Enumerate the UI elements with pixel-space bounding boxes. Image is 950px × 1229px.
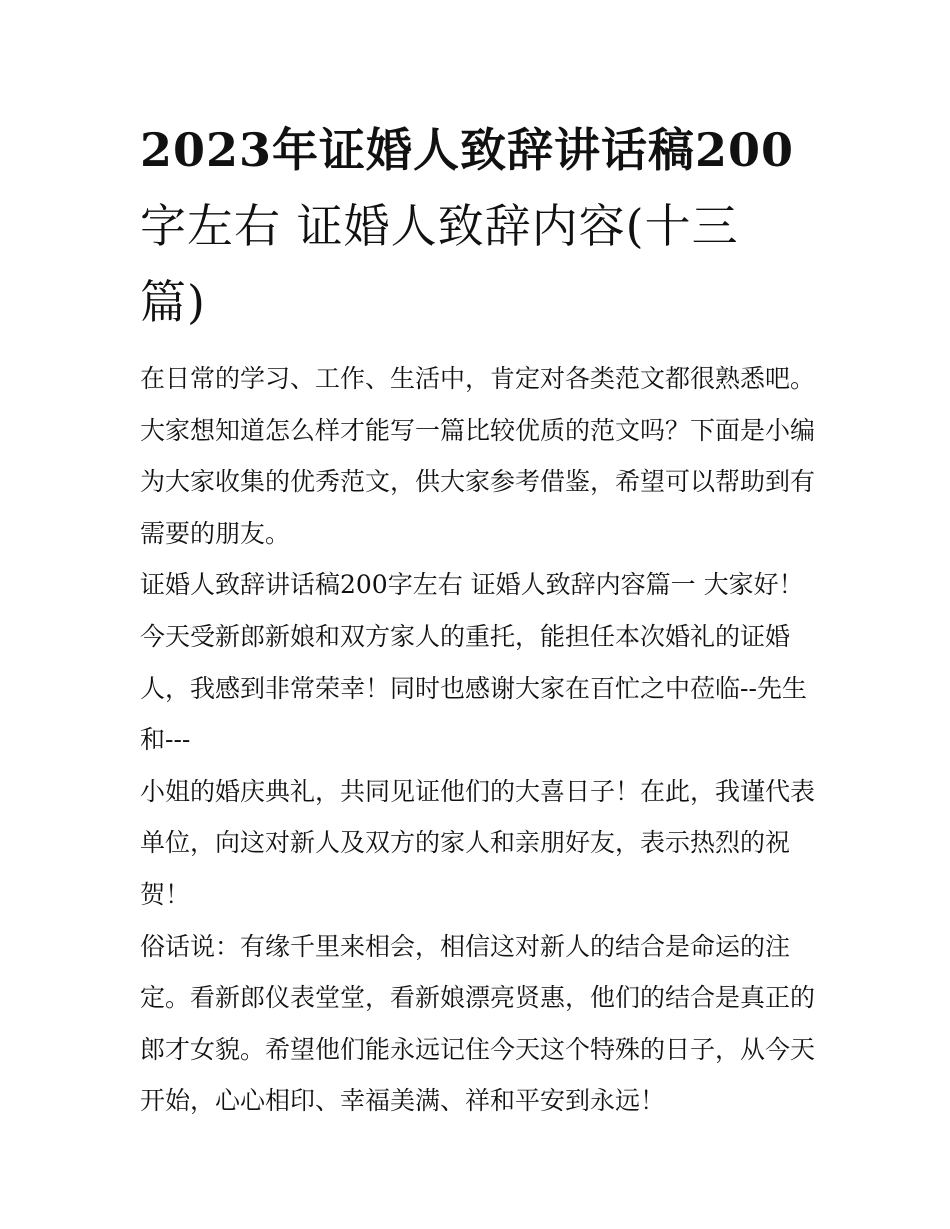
body-line: 贺！	[140, 879, 191, 909]
body-line: 为大家收集的优秀范文，供大家参考借鉴，希望可以帮助到有	[140, 467, 816, 497]
body-line: 今天受新郎新娘和双方家人的重托，能担任本次婚礼的证婚	[140, 621, 791, 651]
title-line: 字左右 证婚人致辞内容(十三	[140, 199, 739, 253]
body-line: 定。看新郎仪表堂堂，看新娘漂亮贤惠，他们的结合是真正的	[140, 983, 816, 1013]
body-line: 需要的朋友。	[140, 518, 291, 548]
document-body	[140, 353, 820, 1127]
body-line: 证婚人致辞讲话稿200字左右 证婚人致辞内容篇一 大家好！	[140, 570, 804, 600]
body-line: 人，我感到非常荣幸！同时也感谢大家在百忙之中莅临--先生	[140, 673, 807, 703]
title-line: 篇)	[140, 275, 206, 329]
body-line: 俗话说：有缘千里来相会，相信这对新人的结合是命运的注	[140, 931, 791, 961]
body-line: 开始，心心相印、幸福美满、祥和平安到永远！	[140, 1086, 666, 1116]
body-line: 和---	[140, 725, 191, 755]
body-line: 郎才女貌。希望他们能永远记住今天这个特殊的日子，从今天	[140, 1034, 816, 1064]
document-title	[140, 112, 820, 340]
body-line: 小姐的婚庆典礼，共同见证他们的大喜日子！在此，我谨代表	[140, 776, 816, 806]
body-line: 单位，向这对新人及双方的家人和亲朋好友，表示热烈的祝	[140, 828, 791, 858]
title-line: 2023年证婚人致辞讲话稿200	[140, 123, 795, 177]
body-line: 大家想知道怎么样才能写一篇比较优质的范文吗？下面是小编	[140, 415, 816, 445]
body-line: 在日常的学习、工作、生活中，肯定对各类范文都很熟悉吧。	[140, 364, 816, 393]
